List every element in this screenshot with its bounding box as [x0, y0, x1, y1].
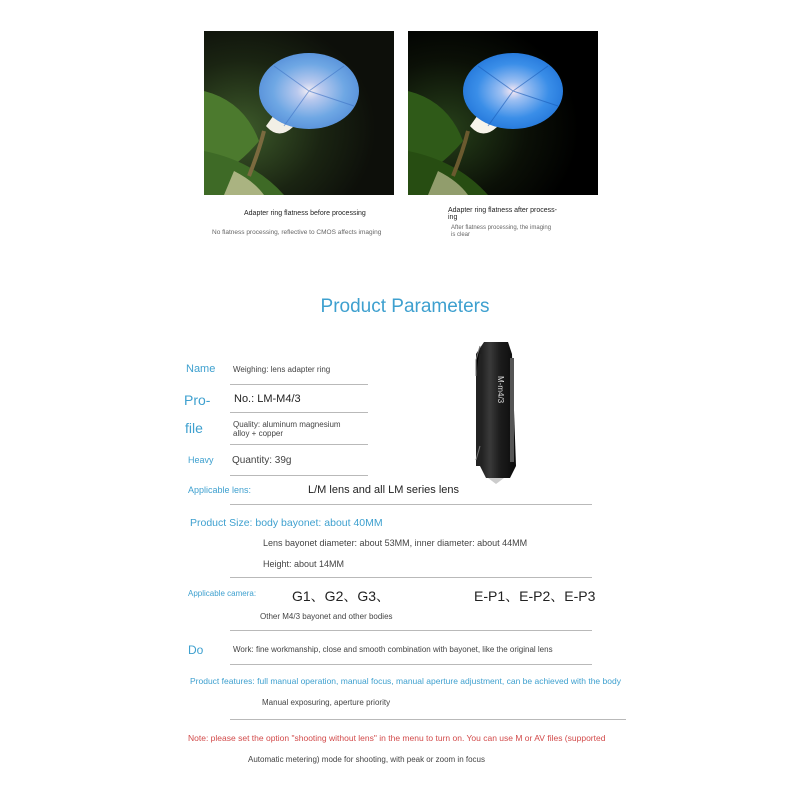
body-bayonet-value: body bayonet: about 40MM — [255, 517, 383, 529]
camera-other-bodies: Other M4/3 bayonet and other bodies — [260, 612, 393, 621]
do-label: Do — [188, 643, 204, 657]
product-features-row — [190, 676, 621, 686]
quality-value-line1: Quality: aluminum magnesium — [233, 420, 341, 429]
profile-label-line2: file — [185, 420, 203, 436]
after-caption-subtitle-line1: After flatness processing, the imaging — [451, 225, 552, 231]
product-parameters-heading: Product Parameters — [320, 296, 490, 317]
weighing-value: Weighing: lens adapter ring — [233, 365, 331, 374]
divider — [230, 444, 368, 445]
after-caption-title-line2: ing — [448, 214, 458, 221]
applicable-lens-value: L/M lens and all LM series lens — [308, 484, 460, 496]
quantity-value: Quantity: 39g — [232, 455, 292, 466]
note-line1: Note: please set the option "shooting without lens" in the menu to turn on. You can use M or AV files (supported — [188, 733, 606, 743]
before-caption-subtitle: No flatness processing, reflective to CMOS affects imaging — [212, 229, 382, 236]
lens-bayonet-value: Lens bayonet diameter: about 53MM, inner diameter: about 44MM — [263, 538, 528, 548]
product-features-value: full manual operation, manual focus, manual aperture adjustment, can be achieved with the body — [257, 676, 621, 686]
product-size-label: Product Size: — [190, 517, 253, 529]
divider — [230, 719, 626, 720]
lens-adapter-ring-image — [466, 336, 526, 484]
after-caption-title-line1: Adapter ring flatness after process- — [448, 207, 557, 214]
divider — [230, 664, 592, 665]
after-processing-photo — [408, 31, 598, 195]
divider — [230, 384, 368, 385]
quality-value-line2: alloy + copper — [233, 429, 284, 438]
after-caption-subtitle-line2: is clear — [451, 232, 471, 238]
note-line2: Automatic metering) mode for shooting, with peak or zoom in focus — [248, 755, 485, 764]
name-label: Name — [186, 363, 216, 375]
applicable-lens-label: Applicable lens: — [188, 485, 252, 495]
product-size-row — [190, 517, 383, 529]
divider — [230, 577, 592, 578]
divider — [230, 475, 368, 476]
product-features-label: Product features: — [190, 676, 255, 686]
heavy-label: Heavy — [188, 455, 214, 465]
applicable-camera-label: Applicable camera: — [188, 589, 257, 598]
exposure-value: Manual exposuring, aperture priority — [262, 698, 391, 707]
divider — [230, 630, 592, 631]
ring-engraving-text: M-m4/3 — [496, 376, 505, 404]
before-processing-photo — [204, 31, 394, 195]
divider — [230, 412, 368, 413]
model-number-value: No.: LM-M4/3 — [234, 393, 301, 405]
camera-e-series: E-P1、E-P2、E-P3 — [474, 588, 596, 604]
before-caption-title: Adapter ring flatness before processing — [244, 210, 366, 217]
work-value: Work: fine workmanship, close and smooth combination with bayonet, like the original lens — [233, 645, 553, 654]
divider — [230, 504, 592, 505]
height-value: Height: about 14MM — [263, 559, 345, 569]
camera-g-series: G1、G2、G3、 — [292, 588, 391, 604]
profile-label-line1: Pro- — [184, 392, 211, 408]
